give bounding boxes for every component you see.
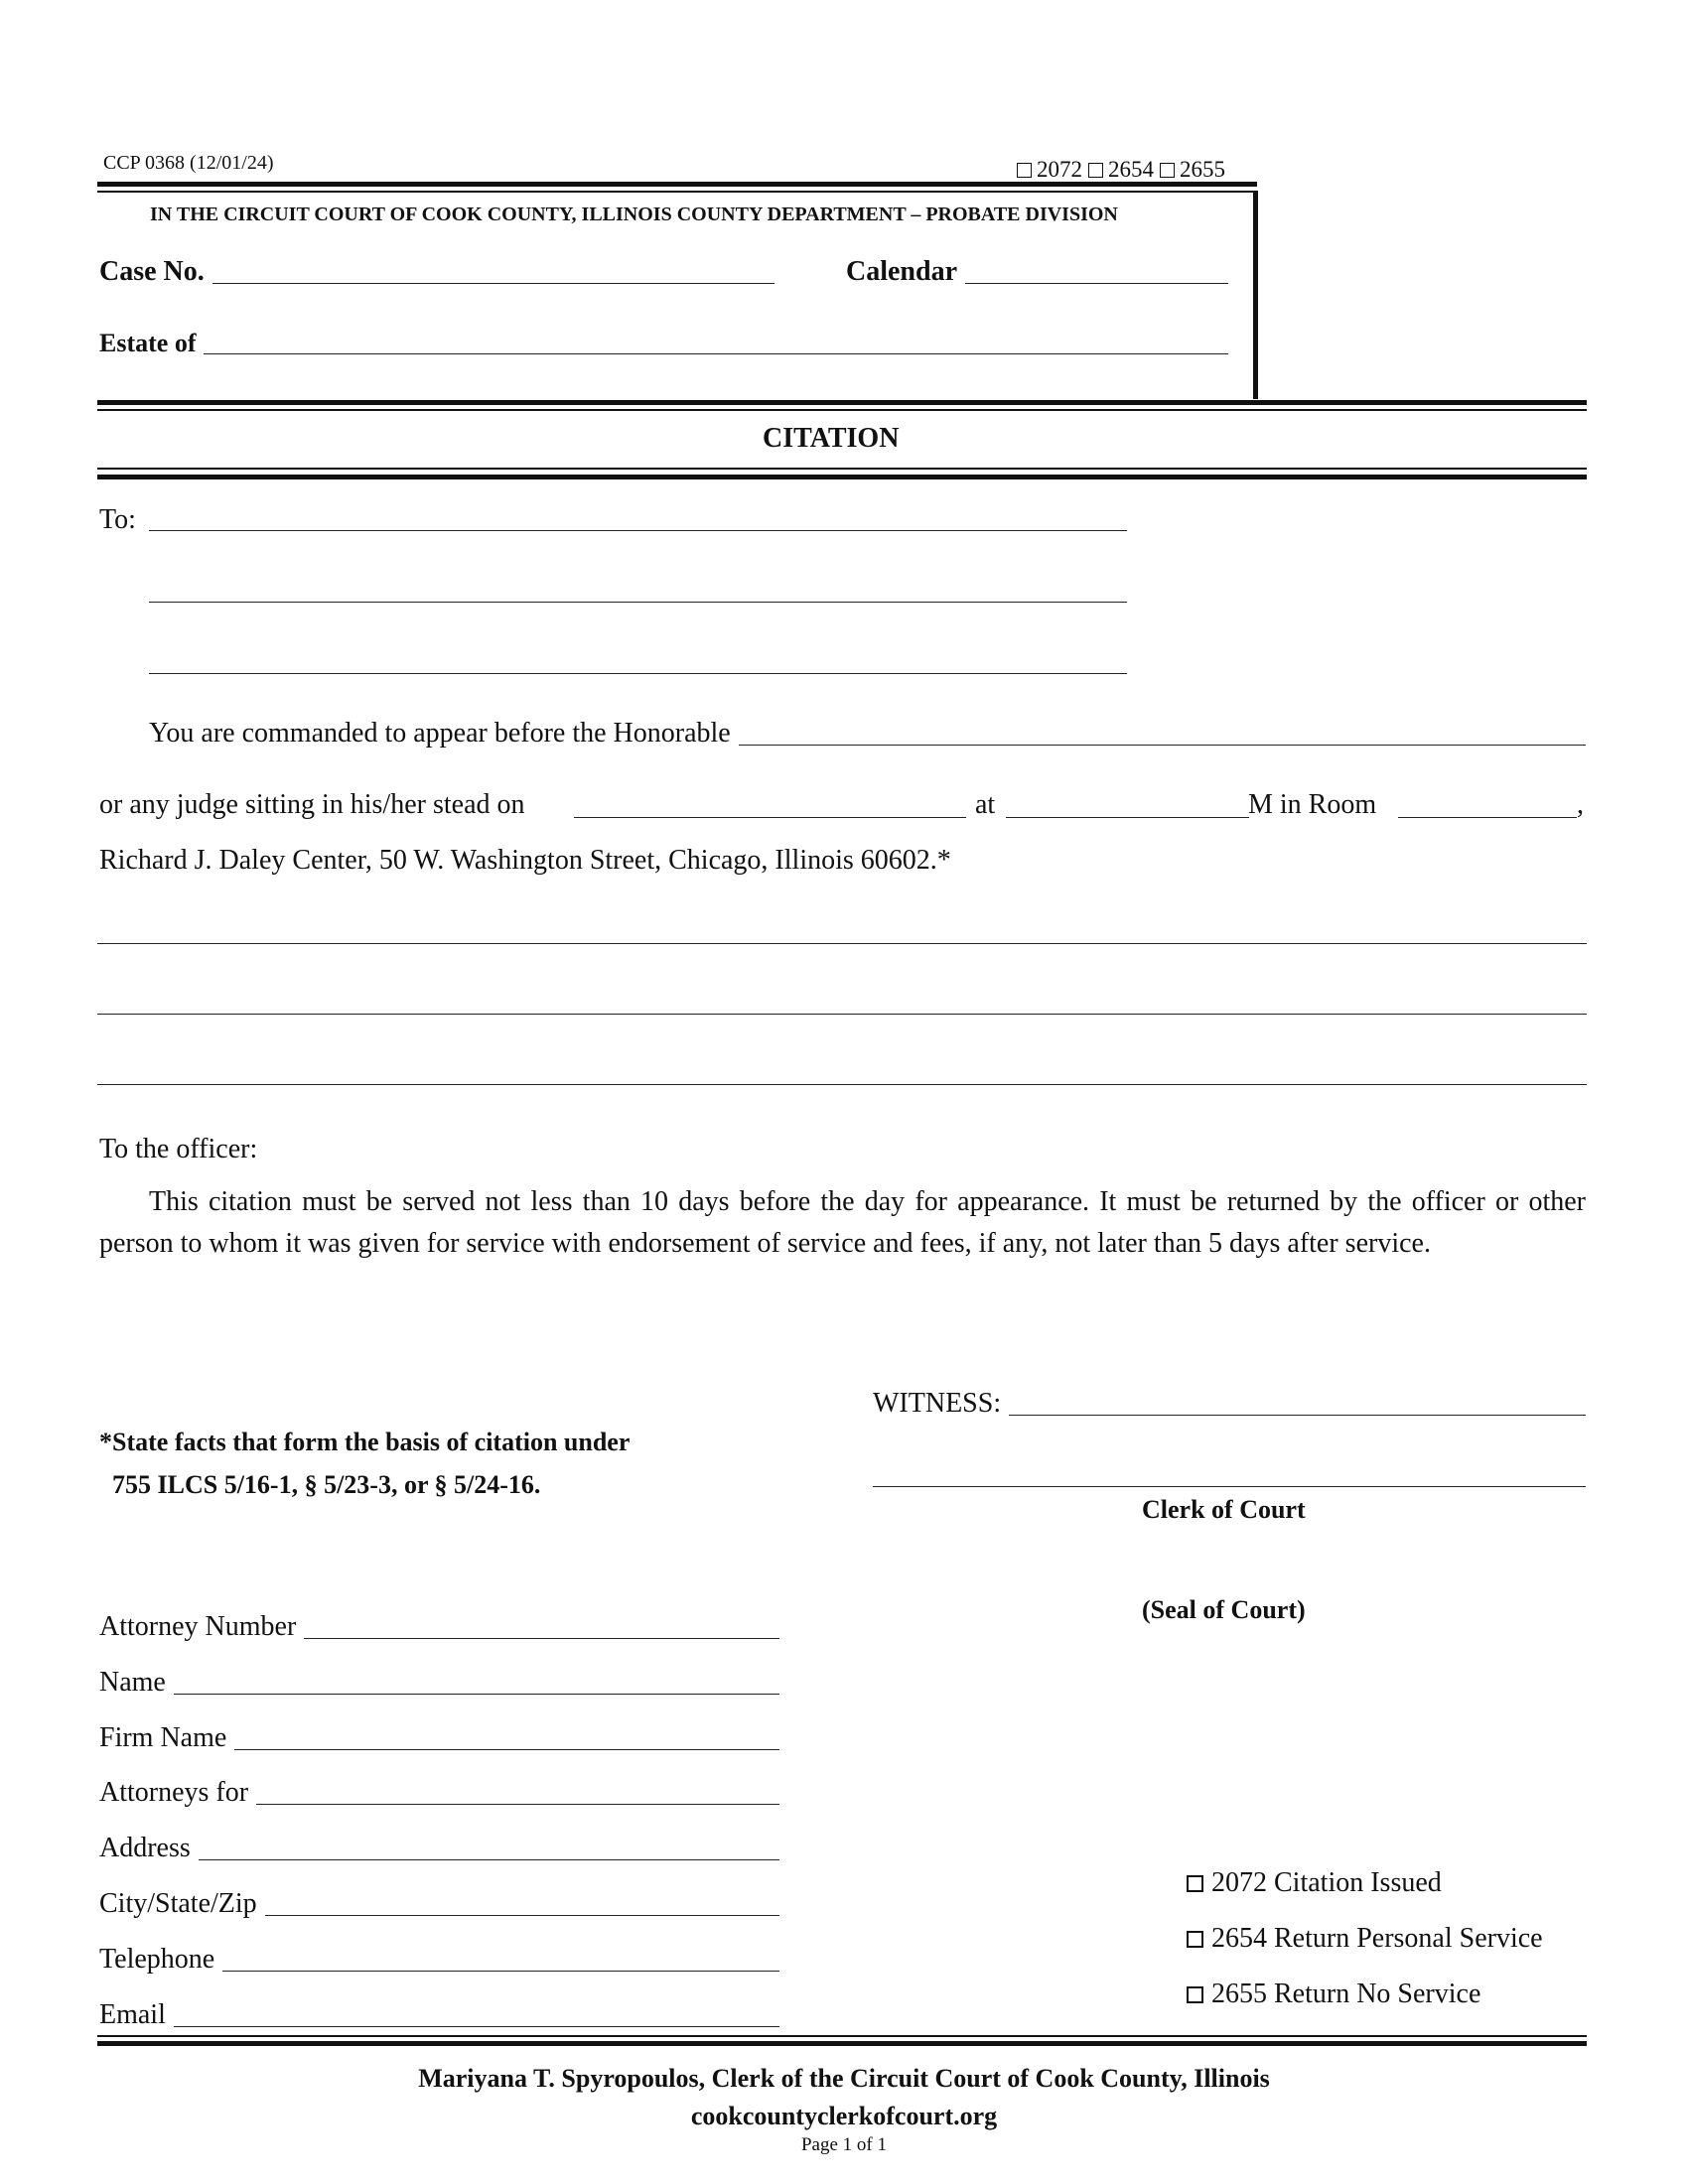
address-line[interactable] (199, 1858, 779, 1860)
comma: , (1577, 789, 1584, 820)
to-line-1[interactable] (149, 530, 1127, 531)
code-2072-label: 2072 (1037, 157, 1082, 182)
judge-text: or any judge sitting in his/her stead on (99, 789, 525, 820)
calendar-field[interactable] (846, 258, 1228, 286)
calendar-line[interactable] (965, 282, 1228, 284)
date-line[interactable] (574, 817, 966, 818)
checkbox-2072-row[interactable] (1187, 1869, 1442, 1897)
code-2072-checkbox[interactable] (1017, 163, 1032, 178)
top-codes (1011, 158, 1225, 181)
header-top-rule (97, 182, 1257, 187)
witness-field[interactable] (873, 1390, 1586, 1418)
header-top-rule-thin (97, 191, 1257, 193)
to-label: To: (99, 504, 136, 535)
witness-line[interactable] (1009, 1414, 1586, 1416)
case-no-line[interactable] (212, 282, 774, 284)
address-field[interactable] (99, 1835, 779, 1862)
telephone-field[interactable] (99, 1946, 779, 1974)
officer-paragraph: This citation must be served not less than 10 days before the day for appearance. It must be returned by the officer or other person to whom it was given for service with endorsement of service and fees, if any, not later than 5 days after service. (99, 1186, 1586, 1259)
honorable-field[interactable] (149, 720, 1586, 748)
checkbox-2072-label: 2072 Citation Issued (1211, 1867, 1442, 1898)
address-label: Address (99, 1833, 191, 1863)
facts-line-1[interactable] (97, 943, 1587, 944)
seal-label: (Seal of Court) (1142, 1595, 1306, 1624)
note-line-2: 755 ILCS 5/16-1, § 5/23-3, or § 5/24-16. (112, 1470, 541, 1499)
code-2654-label: 2654 (1108, 157, 1154, 182)
checkbox-2654-row[interactable] (1187, 1925, 1543, 1953)
estate-field[interactable] (99, 331, 1228, 356)
room-line[interactable] (1398, 817, 1577, 818)
attorneys-for-field[interactable] (99, 1779, 779, 1807)
estate-label: Estate of (99, 329, 197, 357)
clerk-signature-line[interactable] (873, 1486, 1586, 1487)
city-state-zip-label: City/State/Zip (99, 1888, 257, 1919)
title-top-rule (97, 400, 1587, 405)
footer-website[interactable]: cookcountyclerkofcourt.org (690, 2102, 998, 2130)
firm-name-field[interactable] (99, 1724, 779, 1752)
calendar-label: Calendar (846, 256, 957, 287)
name-line[interactable] (174, 1693, 779, 1695)
to-line-3[interactable] (149, 673, 1127, 674)
attorney-number-label: Attorney Number (99, 1611, 297, 1642)
firm-name-line[interactable] (234, 1748, 779, 1750)
code-2654-checkbox[interactable] (1088, 163, 1103, 178)
attorneys-for-label: Attorneys for (99, 1777, 249, 1808)
command-text: You are commanded to appear before the Honorable (149, 718, 731, 749)
address-text: Richard J. Daley Center, 50 W. Washington Street, Chicago, Illinois 60602.* (99, 845, 951, 876)
title-bottom-rule-thin (97, 468, 1587, 470)
code-2655-label: 2655 (1180, 157, 1225, 182)
case-no-field[interactable] (99, 258, 774, 286)
title-top-rule-thin (97, 409, 1587, 411)
to-line-2[interactable] (149, 602, 1127, 603)
form-id: CCP 0368 (12/01/24) (103, 152, 274, 174)
checkbox-2654-label: 2654 Return Personal Service (1211, 1923, 1543, 1954)
telephone-line[interactable] (222, 1970, 779, 1972)
case-no-label: Case No. (99, 256, 205, 287)
page-title: CITATION (763, 423, 900, 454)
m-room-label: M in Room (1248, 789, 1377, 820)
footer-page: Page 1 of 1 (800, 2134, 887, 2155)
code-2655-checkbox[interactable] (1160, 163, 1175, 178)
city-state-zip-line[interactable] (265, 1914, 779, 1916)
city-state-zip-field[interactable] (99, 1890, 779, 1918)
footer-rule-thin (97, 2035, 1587, 2037)
attorneys-for-line[interactable] (256, 1803, 779, 1805)
time-line[interactable] (1006, 817, 1249, 818)
header-right-rule (1253, 191, 1258, 399)
clerk-label: Clerk of Court (1142, 1495, 1306, 1524)
telephone-label: Telephone (99, 1944, 215, 1975)
estate-line[interactable] (204, 352, 1228, 354)
checkbox-2654[interactable] (1187, 1931, 1203, 1948)
honorable-line[interactable] (739, 744, 1586, 746)
court-header: IN THE CIRCUIT COURT OF COOK COUNTY, ILLINOIS COUNTY DEPARTMENT – PROBATE DIVISION (150, 204, 1118, 225)
attorney-number-line[interactable] (304, 1637, 779, 1639)
footer-clerk: Mariyana T. Spyropoulos, Clerk of the Circuit Court of Cook County, Illinois (418, 2064, 1270, 2093)
checkbox-2655-row[interactable] (1187, 1980, 1480, 2008)
checkbox-2072[interactable] (1187, 1875, 1203, 1892)
checkbox-2655-label: 2655 Return No Service (1211, 1979, 1481, 2009)
email-label: Email (99, 1999, 166, 2030)
footer-rule (97, 2041, 1587, 2046)
name-field[interactable] (99, 1669, 779, 1697)
title-bottom-rule (97, 475, 1587, 479)
facts-line-3[interactable] (97, 1084, 1587, 1085)
witness-label: WITNESS: (873, 1388, 1002, 1419)
email-line[interactable] (174, 2025, 779, 2027)
email-field[interactable] (99, 2001, 779, 2029)
checkbox-2655[interactable] (1187, 1986, 1203, 2003)
facts-line-2[interactable] (97, 1014, 1587, 1015)
at-label: at (975, 789, 996, 820)
attorney-number-field[interactable] (99, 1613, 779, 1641)
name-label: Name (99, 1667, 166, 1698)
firm-name-label: Firm Name (99, 1722, 227, 1753)
note-line-1: *State facts that form the basis of citation under (99, 1428, 631, 1456)
officer-label: To the officer: (99, 1134, 258, 1164)
